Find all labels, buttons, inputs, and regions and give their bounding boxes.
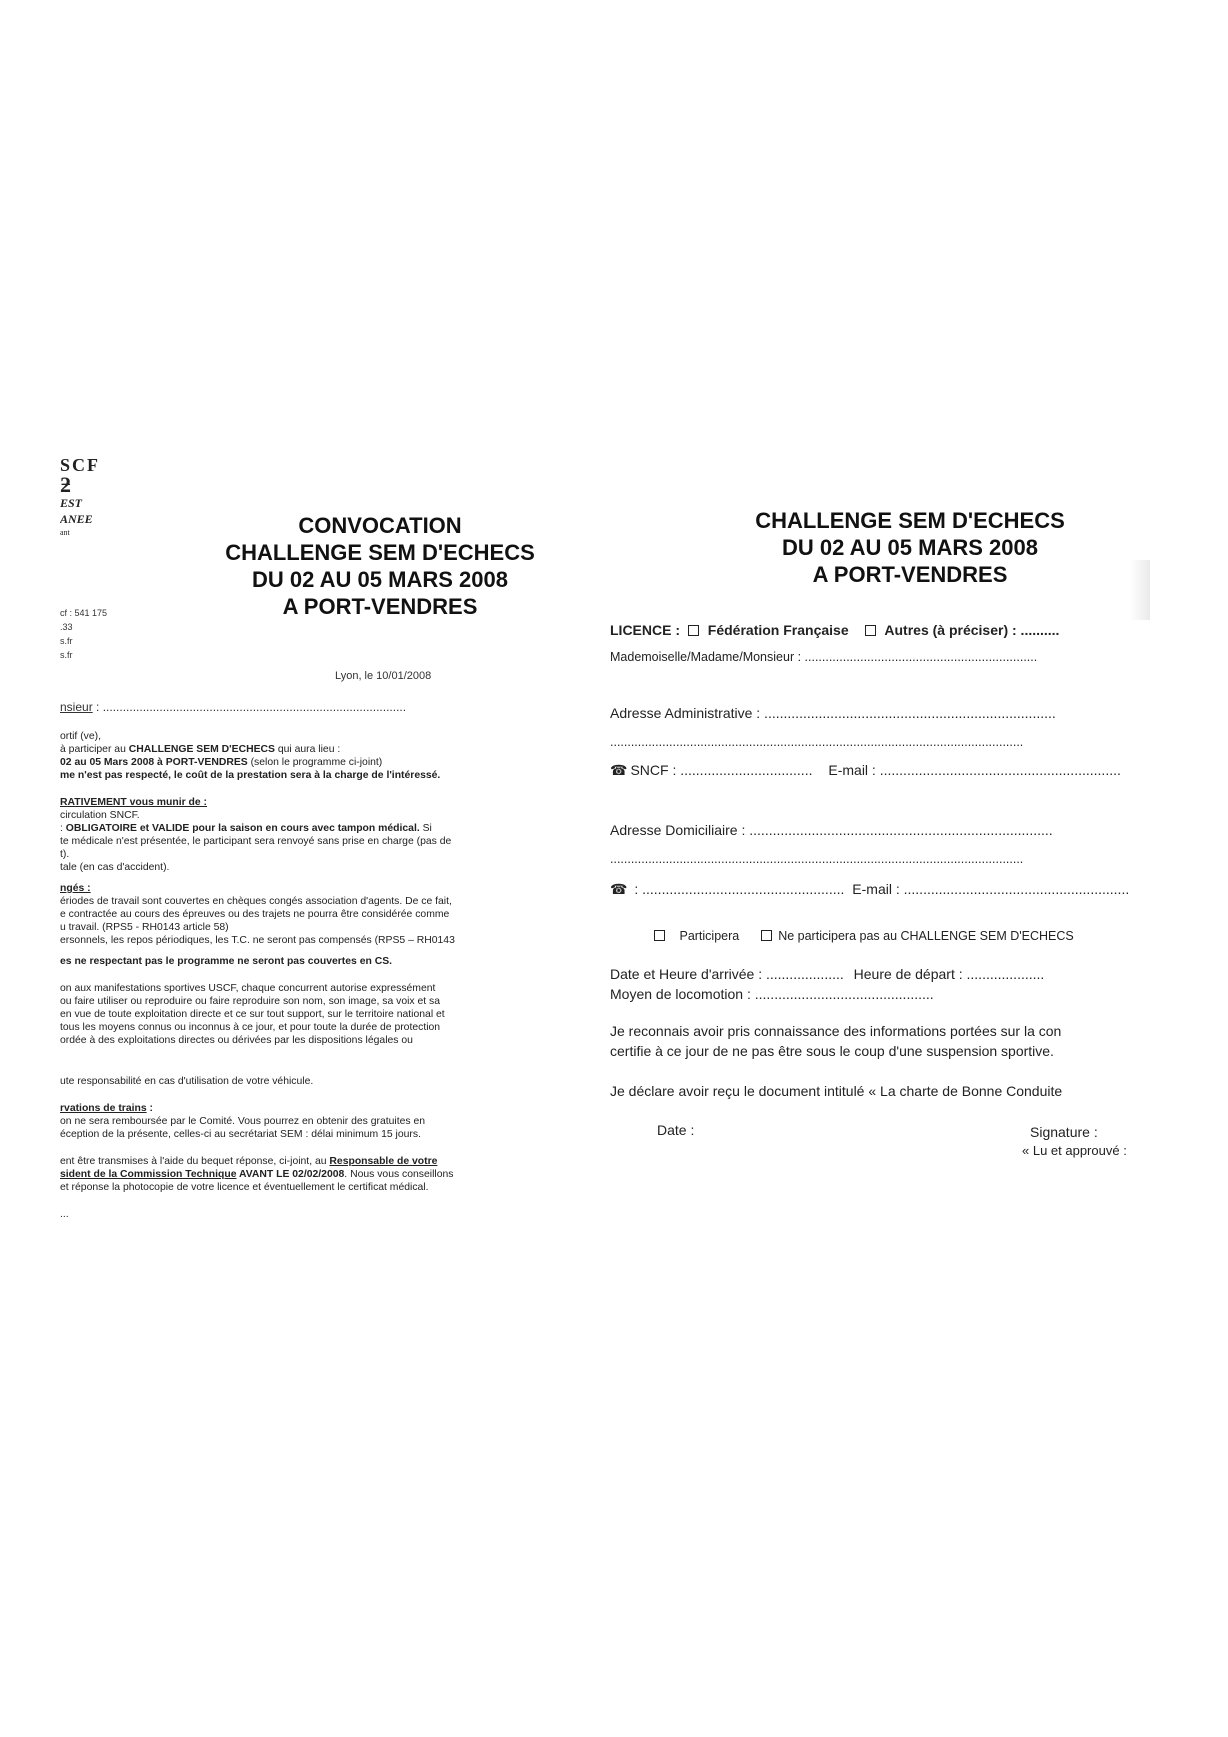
section-heading: rvations de trains : <box>60 1103 153 1114</box>
sncf-logo <box>60 455 150 539</box>
sncf-email-row <box>610 762 1158 779</box>
ne-participe-label: Ne participera pas au CHALLENGE SEM D'ECHECS <box>778 929 1074 943</box>
transport-field[interactable]: Moyen de locomotion : .............................................. <box>610 986 934 1002</box>
salutation-prefix: nsieur <box>60 700 93 714</box>
body-line: : OBLIGATOIRE et VALIDE pour la saison en cours avec tampon médical. Si <box>60 823 432 834</box>
title-line: A PORT-VENDRES <box>282 594 478 619</box>
arrival-field[interactable]: Date et Heure d'arrivée : .................... <box>610 966 844 982</box>
body-line: on aux manifestations sportives USCF, chaque concurrent autorise expressément <box>60 983 436 994</box>
title-line: A PORT-VENDRES <box>812 562 1008 587</box>
departure-field[interactable]: Heure de départ : .................... <box>853 966 1045 982</box>
email-field-2[interactable]: E-mail : .......................................................... <box>852 881 1130 897</box>
title-line: CHALLENGE SEM D'ECHECS <box>225 540 535 565</box>
title-line: DU 02 AU 05 MARS 2008 <box>252 567 508 592</box>
body-line: et réponse la photocopie de votre licence et éventuellement le certificat médical. <box>60 1182 429 1193</box>
body-line: ordée à des exploitations directes ou dérivées par les dispositions légales ou <box>60 1035 413 1046</box>
licence-ffe-label: Fédération Française <box>707 622 849 638</box>
title-line: CONVOCATION <box>298 513 462 538</box>
participation-row <box>650 929 1158 943</box>
acknowledgement-line-1: Je reconnais avoir pris connaissance des informations portées sur la con <box>610 1023 1062 1039</box>
contact-line: cf : 541 175 <box>60 608 108 618</box>
admin-address-field-2[interactable]: ....................................................................................................................... <box>610 735 1024 749</box>
body-line: ersonnels, les repos périodiques, les T.C. ne seront pas compensés (RPS5 – RH0143 <box>60 935 455 946</box>
body-line: en vue de toute exploitation directe et ce sur tout support, sur le territoire national et <box>60 1009 445 1020</box>
convocation-title <box>150 512 610 620</box>
ne-participe-checkbox[interactable] <box>761 930 772 941</box>
body-line: sident de la Commission Technique AVANT LE 02/02/2008. Nous vous conseillons <box>60 1169 454 1180</box>
body-line: es ne respectant pas le programme ne seront pas couvertes en CS. <box>60 956 393 967</box>
contact-line: .33 <box>60 622 73 632</box>
arrival-departure-row <box>610 966 1158 982</box>
section-heading: RATIVEMENT vous munir de : <box>60 797 208 808</box>
body-line: tous les moyens connus ou inconnus à ce jour, et pour toute la durée de protection <box>60 1022 441 1033</box>
participe-checkbox[interactable] <box>654 930 665 941</box>
logo-text: SCF <box>60 455 101 475</box>
phone-email-row <box>610 881 1158 898</box>
licence-other-label[interactable]: Autres (à préciser) : .......... <box>884 622 1060 638</box>
declaration-line: Je déclare avoir reçu le document intitulé « La charte de Bonne Conduite <box>610 1083 1063 1099</box>
admin-address-field[interactable]: Adresse Administrative : ........................................................................... <box>610 705 1056 721</box>
form-title <box>660 507 1160 588</box>
salutation-dots: : ........................................................................................... <box>92 700 407 714</box>
body-line: me n'est pas respecté, le coût de la prestation sera à la charge de l'intéressé. <box>60 770 441 781</box>
logo-swirl: ƻ <box>60 475 71 495</box>
logo-region: EST <box>60 496 83 510</box>
salutation-line <box>60 700 520 714</box>
letter-date: Lyon, le 10/01/2008 <box>335 670 432 682</box>
logo-sub: ant <box>60 528 70 537</box>
contact-line: s.fr <box>60 636 73 646</box>
phone-icon: ☎ <box>610 881 628 897</box>
participe-label: Participera <box>679 929 740 943</box>
body-line: tale (en cas d'accident). <box>60 862 170 873</box>
body-line: 02 au 05 Mars 2008 à PORT-VENDRES (selon le programme ci-joint) <box>60 757 383 768</box>
body-line: te médicale n'est présentée, le participant sera renvoyé sans prise en charge (pas de <box>60 836 452 847</box>
body-line: ortif (ve), <box>60 731 101 742</box>
convocation-body <box>60 730 590 1221</box>
body-line: ou faire utiliser ou reproduire ou faire reproduire son nom, son image, sa voix et sa <box>60 996 441 1007</box>
phone-icon: ☎ <box>610 762 628 778</box>
body-line: on ne sera remboursée par le Comité. Vous pourrez en obtenir des gratuites en <box>60 1116 426 1127</box>
scan-artifact <box>1130 560 1150 620</box>
date-field[interactable]: Date : <box>657 1122 695 1138</box>
body-line: e contractée au cours des épreuves ou des trajets ne pourra être considérée comme <box>60 909 450 920</box>
licence-label: LICENCE : <box>610 622 680 638</box>
sncf-phone-field[interactable]: SNCF : .................................. <box>630 762 813 778</box>
licence-ffe-checkbox[interactable] <box>688 625 699 636</box>
licence-other-checkbox[interactable] <box>865 625 876 636</box>
body-line: u travail. (RPS5 - RH0143 article 58) <box>60 922 229 933</box>
body-line: circulation SNCF. <box>60 810 140 821</box>
body-line: t). <box>60 849 70 860</box>
approved-mention: « Lu et approuvé : <box>1022 1143 1127 1158</box>
contact-block <box>60 606 107 662</box>
section-heading: ngés : <box>60 883 91 894</box>
home-address-field[interactable]: Adresse Domiciliaire : .............................................................................. <box>610 822 1053 838</box>
body-line: ent être transmises à l'aide du bequet réponse, ci-joint, au Responsable de votre <box>60 1156 438 1167</box>
licence-row <box>610 622 1158 638</box>
body-line: ute responsabilité en cas d'utilisation de votre véhicule. <box>60 1076 314 1087</box>
body-line: ériodes de travail sont couvertes en chèques congés association d'agents. De ce fait, <box>60 896 452 907</box>
title-line: CHALLENGE SEM D'ECHECS <box>755 508 1065 533</box>
email-field-1[interactable]: E-mail : .............................................................. <box>828 762 1121 778</box>
trailing-mark: ... <box>60 1209 69 1220</box>
civility-field[interactable]: Mademoiselle/Madame/Monsieur : ................................................................... <box>610 650 1038 664</box>
title-line: DU 02 AU 05 MARS 2008 <box>782 535 1038 560</box>
logo-subregion: ANEE <box>60 512 93 526</box>
body-line: éception de la présente, celles-ci au secrétariat SEM : délai minimum 15 jours. <box>60 1129 421 1140</box>
contact-line: s.fr <box>60 650 73 660</box>
body-line: à participer au CHALLENGE SEM D'ECHECS qui aura lieu : <box>60 744 341 755</box>
home-phone-field[interactable]: : .................................................... <box>630 881 845 897</box>
signature-field[interactable]: Signature : <box>1030 1124 1098 1140</box>
acknowledgement-line-2: certifie à ce jour de ne pas être sous le coup d'une suspension sportive. <box>610 1043 1054 1059</box>
home-address-field-2[interactable]: ....................................................................................................................... <box>610 852 1024 866</box>
